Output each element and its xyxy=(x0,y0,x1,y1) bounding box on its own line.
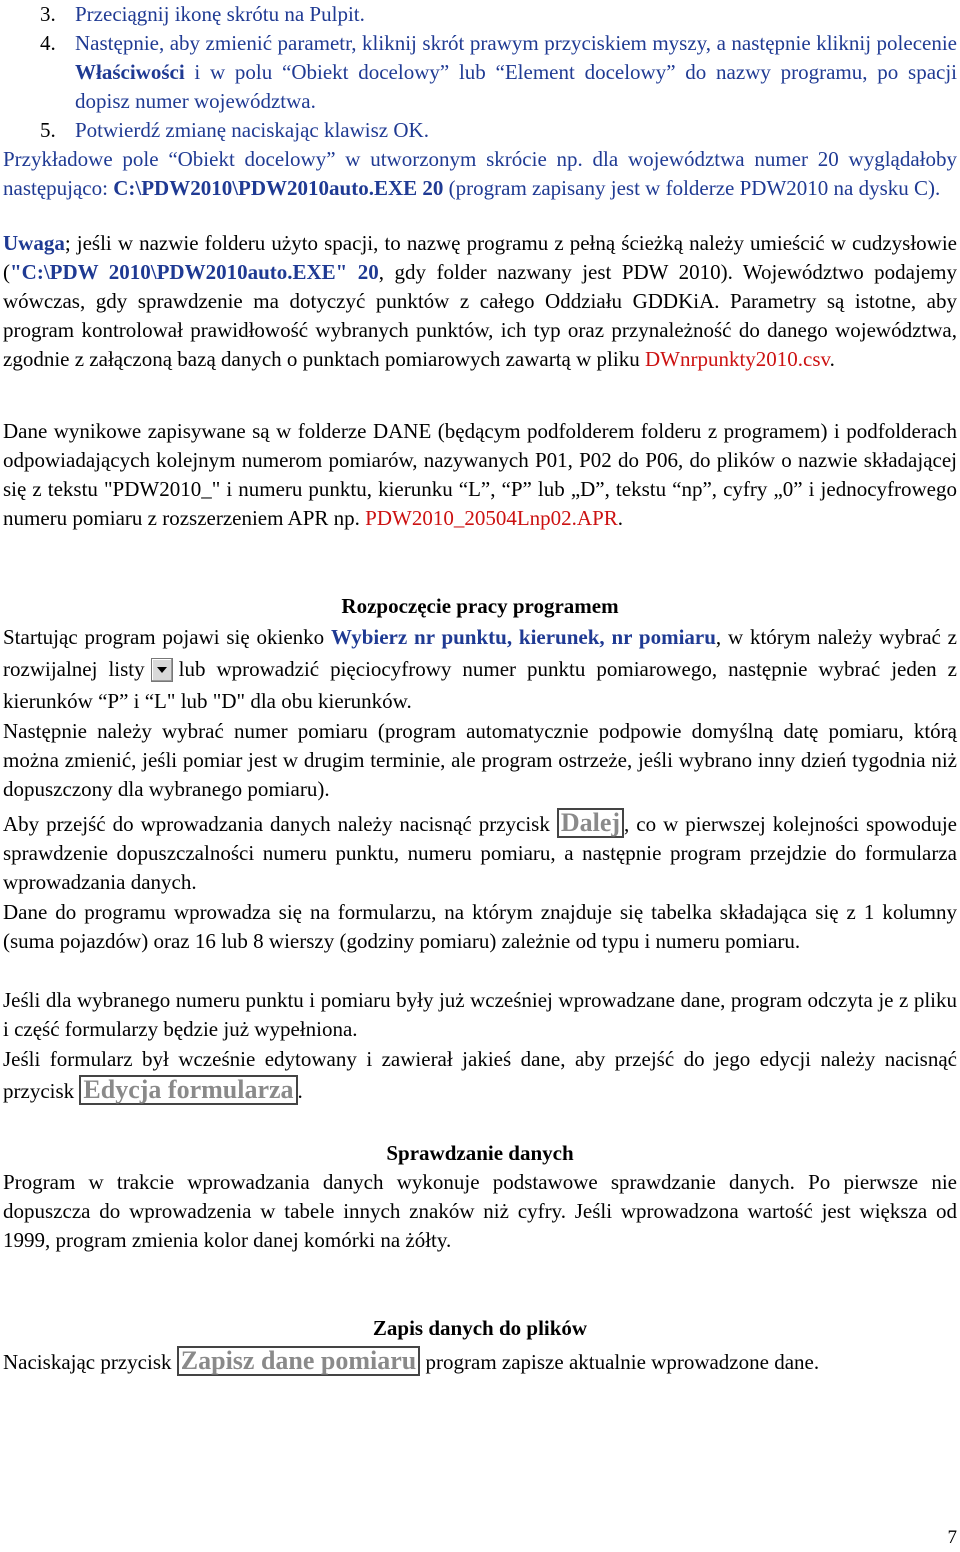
dalej-button: Dalej xyxy=(557,808,624,838)
apr-file-example: PDW2010_20504Lnp02.APR xyxy=(365,506,618,530)
save-paragraph: Naciskając przycisk Zapisz dane pomiaru program zapisze aktualnie wprowadzone dane. xyxy=(3,1346,820,1375)
list-item-3: 3. Przeciągnij ikonę skrótu na Pulpit. xyxy=(40,2,365,26)
page-number: 7 xyxy=(947,1527,957,1548)
csv-file-link: DWnrpunkty2010.csv xyxy=(644,347,830,371)
list-item-5: 5. Potwierdź zmianę naciskając klawisz OK. xyxy=(40,118,429,142)
zapisz-dane-pomiaru-button: Zapisz dane pomiaru xyxy=(177,1346,421,1376)
dropdown-arrow-icon xyxy=(151,658,173,682)
edit-paragraph: Jeśli formularz był wcześnie edytowany i zawierał jakieś dane, aby przejść do jego edycji należy nacisnąć przycisk Edycja formularza . xyxy=(3,1047,957,1104)
section-heading-save: Zapis danych do plików xyxy=(372,1316,588,1340)
form-paragraph: Dane do programu wprowadza się na formularzu, na którym znajduje się tabelka składająca się z 1 kolumny (suma pojazdów) oraz 16 lub 8 wierszy (godziny pomiaru) zależnie od typu i numeru pomiaru. xyxy=(3,900,957,953)
next-button-paragraph: Aby przejść do wprowadzania danych należy nacisnąć przycisk Dalej , co w pierwszej kolejności spowoduje sprawdzenie dopuszczalności numeru punktu, numeru pomiaru, a następnie program przejdzie do formularza wprowadzania danych. xyxy=(3,808,957,894)
start-paragraph: Startując program pojawi się okienko Wybierz nr punktu, kierunek, nr pomiaru, w którym należy wybrać z rozwijalnej listy lub wprowadzić pięciocyfrowy numer punktu pomiarowego, następnie wybrać jeden z kierunków “P” i “L" lub "D" dla obu kierunków. xyxy=(3,625,957,713)
validation-paragraph: Program w trakcie wprowadzania danych wykonuje podstawowe sprawdzanie danych. Po pierwsze nie dopuszcza do wprowadzenia w tabele innych znaków niż cyfry. Jeśli wprowadzona wartość jest większa od 1999, program zmienia kolor danej komórki na żółty. xyxy=(3,1170,957,1252)
window-name: Wybierz nr punktu, kierunek, nr pomiaru xyxy=(331,625,716,649)
section-heading-validation: Sprawdzanie danych xyxy=(386,1141,574,1165)
existing-data-paragraph: Jeśli dla wybranego numeru punktu i pomiaru były już wcześniej wprowadzane dane, program odczyta je z pliku i część formularzy będzie już wypełniona. xyxy=(3,988,957,1041)
example-paragraph: Przykładowe pole “Obiekt docelowy” w utworzonym skrócie np. dla województwa numer 20 wyglądałoby następująco: C:\PDW2010\PDW2010auto.EXE 20 (program zapisany jest w folderze PDW2010 na dysku C). xyxy=(3,147,957,200)
warning-paragraph: Uwaga; jeśli w nazwie folderu użyto spacji, to nazwę programu z pełną ścieżką należy umieścić w cudzysłowie ("C:\PDW 2010\PDW2010auto.EXE" 20, gdy folder nazwany jest PDW 2010). Województwo podajemy wówczas, gdy sprawdzenie ma dotyczyć punktów z całego Oddziału GDDKiA. Parametry są istotne, aby program kontrolował prawidłowość wybranych punktów, ich typ oraz przynależność do danego województwa, zgodnie z załączoną bazą danych o punktach pomiarowych zawartą w pliku DWnrpunkty2010.csv. xyxy=(3,231,957,371)
output-paragraph: Dane wynikowe zapisywane są w folderze DANE (będącym podfolderem folderu z programem) i podfolderach odpowiadających kolejnym numerom pomiarów, nazywanych P01, P02 do P06, do plików o nazwie składającej się z tekstu "PDW2010_" i numeru punktu, kierunku “L”, “P” lub „D”, tekstu “np”, cyfry „0” i jednocyfrowego numeru pomiaru z rozszerzeniem APR np. PDW2010_20504Lnp02.APR. xyxy=(3,419,957,530)
edycja-formularza-button: Edycja formularza xyxy=(79,1075,297,1105)
list-item-4: 4. Następnie, aby zmienić parametr, kliknij skrót prawym przyciskiem myszy, a następnie kliknij polecenie Właściwości i w polu “Obiekt docelowy” lub “Element docelowy” do nazwy programu, po spacji dopisz numer województwa. xyxy=(40,31,957,113)
measurement-paragraph: Następnie należy wybrać numer pomiaru (program automatycznie podpowie domyślną datę pomiaru, którą można zmienić, jeśli pomiar jest w drugim terminie, ale program ostrzeże, jeśli wybrano inny dzień tygodnia niż dopuszczony dla wybranego pomiaru). xyxy=(3,719,957,801)
section-heading-start: Rozpoczęcie pracy programem xyxy=(341,594,619,618)
